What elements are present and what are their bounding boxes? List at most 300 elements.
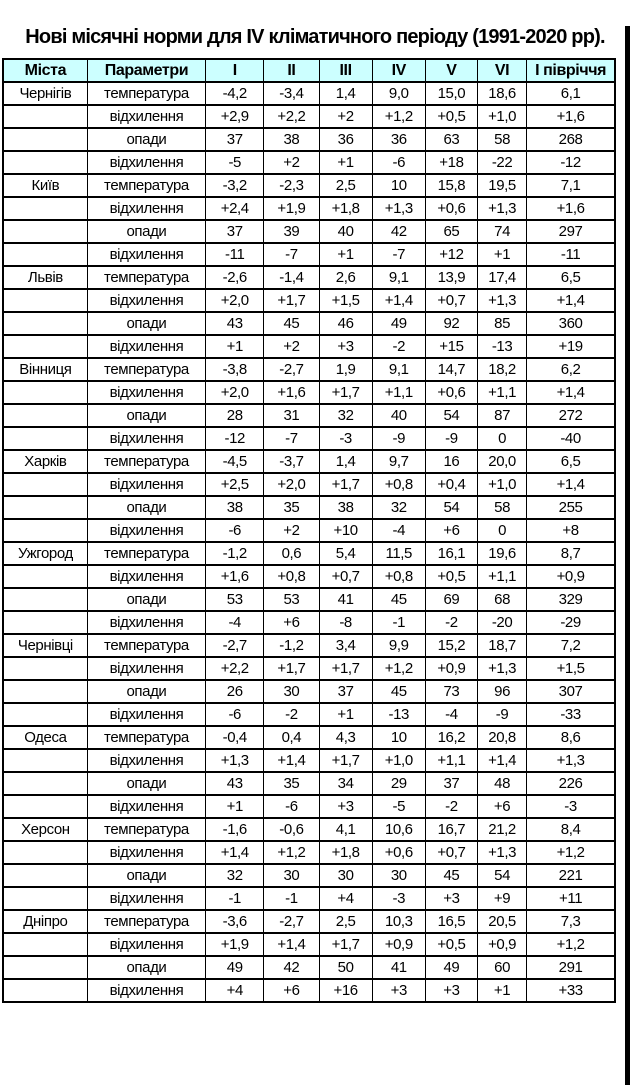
value-cell: 20,5 bbox=[478, 910, 527, 933]
header-cell-1: Параметри bbox=[87, 59, 205, 82]
param-cell: відхилення bbox=[87, 795, 205, 818]
table-row bbox=[3, 588, 615, 611]
value-cell: 17,4 bbox=[478, 266, 527, 289]
value-cell: -8 bbox=[319, 611, 372, 634]
value-cell: 10,3 bbox=[372, 910, 425, 933]
param-cell: опади bbox=[87, 956, 205, 979]
param-cell: відхилення bbox=[87, 473, 205, 496]
value-cell: +1,8 bbox=[319, 197, 372, 220]
value-cell: 268 bbox=[527, 128, 615, 151]
value-cell: +3 bbox=[372, 979, 425, 1002]
value-cell: 360 bbox=[527, 312, 615, 335]
value-cell: -1 bbox=[264, 887, 319, 910]
value-cell: 8,6 bbox=[527, 726, 615, 749]
value-cell: 37 bbox=[206, 220, 264, 243]
value-cell: +1,0 bbox=[372, 749, 425, 772]
table-row bbox=[3, 381, 615, 404]
header-cell-4: III bbox=[319, 59, 372, 82]
city-cell bbox=[3, 795, 87, 818]
table-row bbox=[3, 680, 615, 703]
param-cell: опади bbox=[87, 220, 205, 243]
value-cell: 6,5 bbox=[527, 266, 615, 289]
table-row bbox=[3, 358, 615, 381]
table-row bbox=[3, 243, 615, 266]
value-cell: 10 bbox=[372, 726, 425, 749]
value-cell: +2,2 bbox=[264, 105, 319, 128]
value-cell: +1,2 bbox=[264, 841, 319, 864]
table-row bbox=[3, 818, 615, 841]
city-cell: Ужгород bbox=[3, 542, 87, 565]
param-cell: температура bbox=[87, 174, 205, 197]
param-cell: температура bbox=[87, 266, 205, 289]
header-cell-5: IV bbox=[372, 59, 425, 82]
value-cell: -7 bbox=[372, 243, 425, 266]
value-cell: -2 bbox=[425, 611, 477, 634]
value-cell: 63 bbox=[425, 128, 477, 151]
value-cell: +33 bbox=[527, 979, 615, 1002]
table-row bbox=[3, 174, 615, 197]
param-cell: опади bbox=[87, 864, 205, 887]
table-row bbox=[3, 197, 615, 220]
value-cell: 26 bbox=[206, 680, 264, 703]
table-row bbox=[3, 404, 615, 427]
value-cell: 6,5 bbox=[527, 450, 615, 473]
city-cell bbox=[3, 151, 87, 174]
table-row bbox=[3, 611, 615, 634]
value-cell: +2,0 bbox=[206, 289, 264, 312]
value-cell: -3,2 bbox=[206, 174, 264, 197]
value-cell: 85 bbox=[478, 312, 527, 335]
table-row bbox=[3, 519, 615, 542]
value-cell: 8,7 bbox=[527, 542, 615, 565]
value-cell: 1,9 bbox=[319, 358, 372, 381]
value-cell: -4 bbox=[425, 703, 477, 726]
value-cell: +2 bbox=[264, 335, 319, 358]
value-cell: -40 bbox=[527, 427, 615, 450]
header-cell-6: V bbox=[425, 59, 477, 82]
param-cell: відхилення bbox=[87, 427, 205, 450]
table-row bbox=[3, 151, 615, 174]
value-cell: 74 bbox=[478, 220, 527, 243]
value-cell: +1,0 bbox=[478, 473, 527, 496]
value-cell: -4,2 bbox=[206, 82, 264, 105]
city-cell bbox=[3, 841, 87, 864]
value-cell: +1,7 bbox=[319, 933, 372, 956]
city-cell bbox=[3, 220, 87, 243]
city-cell: Київ bbox=[3, 174, 87, 197]
param-cell: опади bbox=[87, 496, 205, 519]
value-cell: 16,7 bbox=[425, 818, 477, 841]
value-cell: -4 bbox=[372, 519, 425, 542]
value-cell: +1,2 bbox=[527, 841, 615, 864]
city-cell bbox=[3, 473, 87, 496]
value-cell: +6 bbox=[264, 611, 319, 634]
value-cell: 54 bbox=[425, 496, 477, 519]
value-cell: +19 bbox=[527, 335, 615, 358]
value-cell: +8 bbox=[527, 519, 615, 542]
value-cell: +1 bbox=[206, 335, 264, 358]
value-cell: -6 bbox=[206, 703, 264, 726]
value-cell: -9 bbox=[478, 703, 527, 726]
value-cell: 6,2 bbox=[527, 358, 615, 381]
value-cell: +10 bbox=[319, 519, 372, 542]
value-cell: +0,5 bbox=[425, 105, 477, 128]
value-cell: +2,2 bbox=[206, 657, 264, 680]
value-cell: 45 bbox=[425, 864, 477, 887]
value-cell: 54 bbox=[425, 404, 477, 427]
value-cell: +3 bbox=[319, 335, 372, 358]
value-cell: 73 bbox=[425, 680, 477, 703]
value-cell: 16,2 bbox=[425, 726, 477, 749]
value-cell: +1,3 bbox=[478, 841, 527, 864]
value-cell: -3,4 bbox=[264, 82, 319, 105]
value-cell: +1,5 bbox=[527, 657, 615, 680]
value-cell: 32 bbox=[319, 404, 372, 427]
city-cell bbox=[3, 956, 87, 979]
value-cell: +2,5 bbox=[206, 473, 264, 496]
param-cell: опади bbox=[87, 772, 205, 795]
value-cell: -13 bbox=[478, 335, 527, 358]
value-cell: -1,4 bbox=[264, 266, 319, 289]
city-cell bbox=[3, 933, 87, 956]
value-cell: -6 bbox=[206, 519, 264, 542]
value-cell: +6 bbox=[425, 519, 477, 542]
value-cell: +16 bbox=[319, 979, 372, 1002]
table-row bbox=[3, 726, 615, 749]
city-cell bbox=[3, 381, 87, 404]
value-cell: -2 bbox=[264, 703, 319, 726]
value-cell: +1,7 bbox=[319, 657, 372, 680]
param-cell: відхилення bbox=[87, 933, 205, 956]
value-cell: 43 bbox=[206, 772, 264, 795]
value-cell: +1,8 bbox=[319, 841, 372, 864]
table-row bbox=[3, 956, 615, 979]
value-cell: 13,9 bbox=[425, 266, 477, 289]
value-cell: 50 bbox=[319, 956, 372, 979]
value-cell: -29 bbox=[527, 611, 615, 634]
city-cell bbox=[3, 772, 87, 795]
value-cell: +15 bbox=[425, 335, 477, 358]
value-cell: 221 bbox=[527, 864, 615, 887]
value-cell: +1,4 bbox=[527, 473, 615, 496]
table-row bbox=[3, 542, 615, 565]
value-cell: 18,6 bbox=[478, 82, 527, 105]
value-cell: 54 bbox=[478, 864, 527, 887]
city-cell bbox=[3, 128, 87, 151]
table-row bbox=[3, 864, 615, 887]
value-cell: -7 bbox=[264, 243, 319, 266]
value-cell: 87 bbox=[478, 404, 527, 427]
value-cell: +1 bbox=[206, 795, 264, 818]
param-cell: відхилення bbox=[87, 565, 205, 588]
value-cell: +6 bbox=[478, 795, 527, 818]
city-cell bbox=[3, 703, 87, 726]
value-cell: +1,2 bbox=[372, 657, 425, 680]
param-cell: температура bbox=[87, 358, 205, 381]
value-cell: -2 bbox=[425, 795, 477, 818]
city-cell bbox=[3, 289, 87, 312]
value-cell: 32 bbox=[372, 496, 425, 519]
value-cell: 35 bbox=[264, 772, 319, 795]
param-cell: температура bbox=[87, 818, 205, 841]
param-cell: відхилення bbox=[87, 243, 205, 266]
value-cell: +0,9 bbox=[527, 565, 615, 588]
table-row bbox=[3, 634, 615, 657]
value-cell: -1,2 bbox=[264, 634, 319, 657]
value-cell: 40 bbox=[319, 220, 372, 243]
city-cell: Чернівці bbox=[3, 634, 87, 657]
value-cell: -0,6 bbox=[264, 818, 319, 841]
city-cell bbox=[3, 588, 87, 611]
page-title: Нові місячні норми для IV кліматичного періоду (1991-2020 рр). bbox=[25, 26, 605, 48]
value-cell: +0,9 bbox=[425, 657, 477, 680]
value-cell: -5 bbox=[372, 795, 425, 818]
value-cell: +0,5 bbox=[425, 565, 477, 588]
value-cell: +1 bbox=[478, 979, 527, 1002]
value-cell: +12 bbox=[425, 243, 477, 266]
value-cell: -12 bbox=[527, 151, 615, 174]
value-cell: -33 bbox=[527, 703, 615, 726]
value-cell: 31 bbox=[264, 404, 319, 427]
value-cell: -13 bbox=[372, 703, 425, 726]
value-cell: 65 bbox=[425, 220, 477, 243]
table-row bbox=[3, 105, 615, 128]
value-cell: -9 bbox=[425, 427, 477, 450]
value-cell: +0,9 bbox=[372, 933, 425, 956]
value-cell: 19,5 bbox=[478, 174, 527, 197]
value-cell: 20,8 bbox=[478, 726, 527, 749]
value-cell: 29 bbox=[372, 772, 425, 795]
table-row bbox=[3, 795, 615, 818]
value-cell: 14,7 bbox=[425, 358, 477, 381]
value-cell: 42 bbox=[264, 956, 319, 979]
value-cell: 32 bbox=[206, 864, 264, 887]
table-row bbox=[3, 450, 615, 473]
table-row bbox=[3, 289, 615, 312]
table-row bbox=[3, 565, 615, 588]
param-cell: відхилення bbox=[87, 197, 205, 220]
table-row bbox=[3, 312, 615, 335]
value-cell: -2,7 bbox=[264, 910, 319, 933]
value-cell: 45 bbox=[264, 312, 319, 335]
city-cell bbox=[3, 519, 87, 542]
city-cell bbox=[3, 427, 87, 450]
param-cell: відхилення bbox=[87, 611, 205, 634]
param-cell: температура bbox=[87, 82, 205, 105]
value-cell: 1,4 bbox=[319, 450, 372, 473]
value-cell: 96 bbox=[478, 680, 527, 703]
value-cell: 7,3 bbox=[527, 910, 615, 933]
table-row bbox=[3, 266, 615, 289]
value-cell: 37 bbox=[319, 680, 372, 703]
value-cell: -2 bbox=[372, 335, 425, 358]
table-row bbox=[3, 335, 615, 358]
value-cell: 0,6 bbox=[264, 542, 319, 565]
value-cell: +1 bbox=[319, 151, 372, 174]
value-cell: +4 bbox=[206, 979, 264, 1002]
value-cell: 0 bbox=[478, 519, 527, 542]
table-row bbox=[3, 933, 615, 956]
value-cell: 18,2 bbox=[478, 358, 527, 381]
value-cell: 30 bbox=[264, 680, 319, 703]
value-cell: +1,6 bbox=[527, 197, 615, 220]
city-cell bbox=[3, 611, 87, 634]
value-cell: 10 bbox=[372, 174, 425, 197]
table-row bbox=[3, 496, 615, 519]
value-cell: 7,1 bbox=[527, 174, 615, 197]
value-cell: 53 bbox=[264, 588, 319, 611]
value-cell: +2,9 bbox=[206, 105, 264, 128]
param-cell: температура bbox=[87, 542, 205, 565]
value-cell: -2,7 bbox=[206, 634, 264, 657]
climate-norms-table bbox=[2, 58, 616, 1003]
value-cell: 7,2 bbox=[527, 634, 615, 657]
value-cell: +1,7 bbox=[319, 749, 372, 772]
table-row bbox=[3, 473, 615, 496]
value-cell: 15,2 bbox=[425, 634, 477, 657]
value-cell: -22 bbox=[478, 151, 527, 174]
param-cell: відхилення bbox=[87, 289, 205, 312]
value-cell: -3 bbox=[372, 887, 425, 910]
value-cell: -12 bbox=[206, 427, 264, 450]
value-cell: -4 bbox=[206, 611, 264, 634]
param-cell: температура bbox=[87, 910, 205, 933]
value-cell: -11 bbox=[527, 243, 615, 266]
value-cell: +3 bbox=[425, 887, 477, 910]
value-cell: 41 bbox=[372, 956, 425, 979]
header-cell-3: II bbox=[264, 59, 319, 82]
param-cell: відхилення bbox=[87, 151, 205, 174]
param-cell: відхилення bbox=[87, 335, 205, 358]
value-cell: -3 bbox=[319, 427, 372, 450]
value-cell: +1,4 bbox=[264, 749, 319, 772]
value-cell: -20 bbox=[478, 611, 527, 634]
value-cell: 11,5 bbox=[372, 542, 425, 565]
city-cell bbox=[3, 887, 87, 910]
value-cell: +1 bbox=[478, 243, 527, 266]
value-cell: +18 bbox=[425, 151, 477, 174]
value-cell: +1,4 bbox=[527, 289, 615, 312]
table-row bbox=[3, 128, 615, 151]
value-cell: +1,6 bbox=[206, 565, 264, 588]
city-cell bbox=[3, 496, 87, 519]
value-cell: 3,4 bbox=[319, 634, 372, 657]
value-cell: 46 bbox=[319, 312, 372, 335]
param-cell: відхилення bbox=[87, 519, 205, 542]
value-cell: 28 bbox=[206, 404, 264, 427]
value-cell: +1,5 bbox=[319, 289, 372, 312]
value-cell: +1,3 bbox=[478, 657, 527, 680]
param-cell: відхилення bbox=[87, 979, 205, 1002]
value-cell: +0,8 bbox=[264, 565, 319, 588]
value-cell: -2,6 bbox=[206, 266, 264, 289]
value-cell: 16 bbox=[425, 450, 477, 473]
value-cell: 42 bbox=[372, 220, 425, 243]
value-cell: +0,5 bbox=[425, 933, 477, 956]
city-cell bbox=[3, 243, 87, 266]
city-cell bbox=[3, 680, 87, 703]
value-cell: 8,4 bbox=[527, 818, 615, 841]
value-cell: +1,9 bbox=[264, 197, 319, 220]
value-cell: +1,2 bbox=[372, 105, 425, 128]
value-cell: 9,1 bbox=[372, 266, 425, 289]
value-cell: 36 bbox=[372, 128, 425, 151]
value-cell: 297 bbox=[527, 220, 615, 243]
value-cell: -1,6 bbox=[206, 818, 264, 841]
value-cell: 38 bbox=[206, 496, 264, 519]
value-cell: -3 bbox=[527, 795, 615, 818]
value-cell: +1,6 bbox=[264, 381, 319, 404]
value-cell: +4 bbox=[319, 887, 372, 910]
city-cell bbox=[3, 565, 87, 588]
value-cell: 30 bbox=[264, 864, 319, 887]
value-cell: 45 bbox=[372, 588, 425, 611]
header-cell-2: I bbox=[206, 59, 264, 82]
value-cell: +2 bbox=[264, 151, 319, 174]
value-cell: 307 bbox=[527, 680, 615, 703]
header-cell-7: VI bbox=[478, 59, 527, 82]
right-edge-bar bbox=[625, 26, 630, 1085]
value-cell: 30 bbox=[319, 864, 372, 887]
city-cell bbox=[3, 979, 87, 1002]
value-cell: 4,3 bbox=[319, 726, 372, 749]
param-cell: опади bbox=[87, 128, 205, 151]
table-row bbox=[3, 427, 615, 450]
value-cell: +1,7 bbox=[264, 657, 319, 680]
value-cell: +1,3 bbox=[372, 197, 425, 220]
value-cell: +0,8 bbox=[372, 473, 425, 496]
city-cell: Вінниця bbox=[3, 358, 87, 381]
value-cell: +1 bbox=[319, 243, 372, 266]
city-cell bbox=[3, 197, 87, 220]
value-cell: -7 bbox=[264, 427, 319, 450]
value-cell: +0,8 bbox=[372, 565, 425, 588]
value-cell: +2 bbox=[264, 519, 319, 542]
value-cell: +1,7 bbox=[319, 473, 372, 496]
value-cell: -2,3 bbox=[264, 174, 319, 197]
param-cell: температура bbox=[87, 450, 205, 473]
param-cell: температура bbox=[87, 726, 205, 749]
value-cell: 226 bbox=[527, 772, 615, 795]
value-cell: -2,7 bbox=[264, 358, 319, 381]
value-cell: +0,7 bbox=[319, 565, 372, 588]
value-cell: -1 bbox=[372, 611, 425, 634]
value-cell: +1,1 bbox=[372, 381, 425, 404]
value-cell: 30 bbox=[372, 864, 425, 887]
value-cell: 49 bbox=[206, 956, 264, 979]
value-cell: +2,0 bbox=[206, 381, 264, 404]
value-cell: 9,9 bbox=[372, 634, 425, 657]
value-cell: +1,1 bbox=[425, 749, 477, 772]
value-cell: 58 bbox=[478, 128, 527, 151]
value-cell: 4,1 bbox=[319, 818, 372, 841]
value-cell: 53 bbox=[206, 588, 264, 611]
table-body bbox=[3, 82, 615, 1002]
value-cell: 49 bbox=[425, 956, 477, 979]
table-row bbox=[3, 703, 615, 726]
value-cell: -6 bbox=[264, 795, 319, 818]
table-row bbox=[3, 979, 615, 1002]
value-cell: +2,4 bbox=[206, 197, 264, 220]
param-cell: температура bbox=[87, 634, 205, 657]
value-cell: 49 bbox=[372, 312, 425, 335]
table-row bbox=[3, 657, 615, 680]
value-cell: +1,4 bbox=[478, 749, 527, 772]
value-cell: -4,5 bbox=[206, 450, 264, 473]
value-cell: +11 bbox=[527, 887, 615, 910]
city-cell bbox=[3, 105, 87, 128]
value-cell: +1,2 bbox=[527, 933, 615, 956]
